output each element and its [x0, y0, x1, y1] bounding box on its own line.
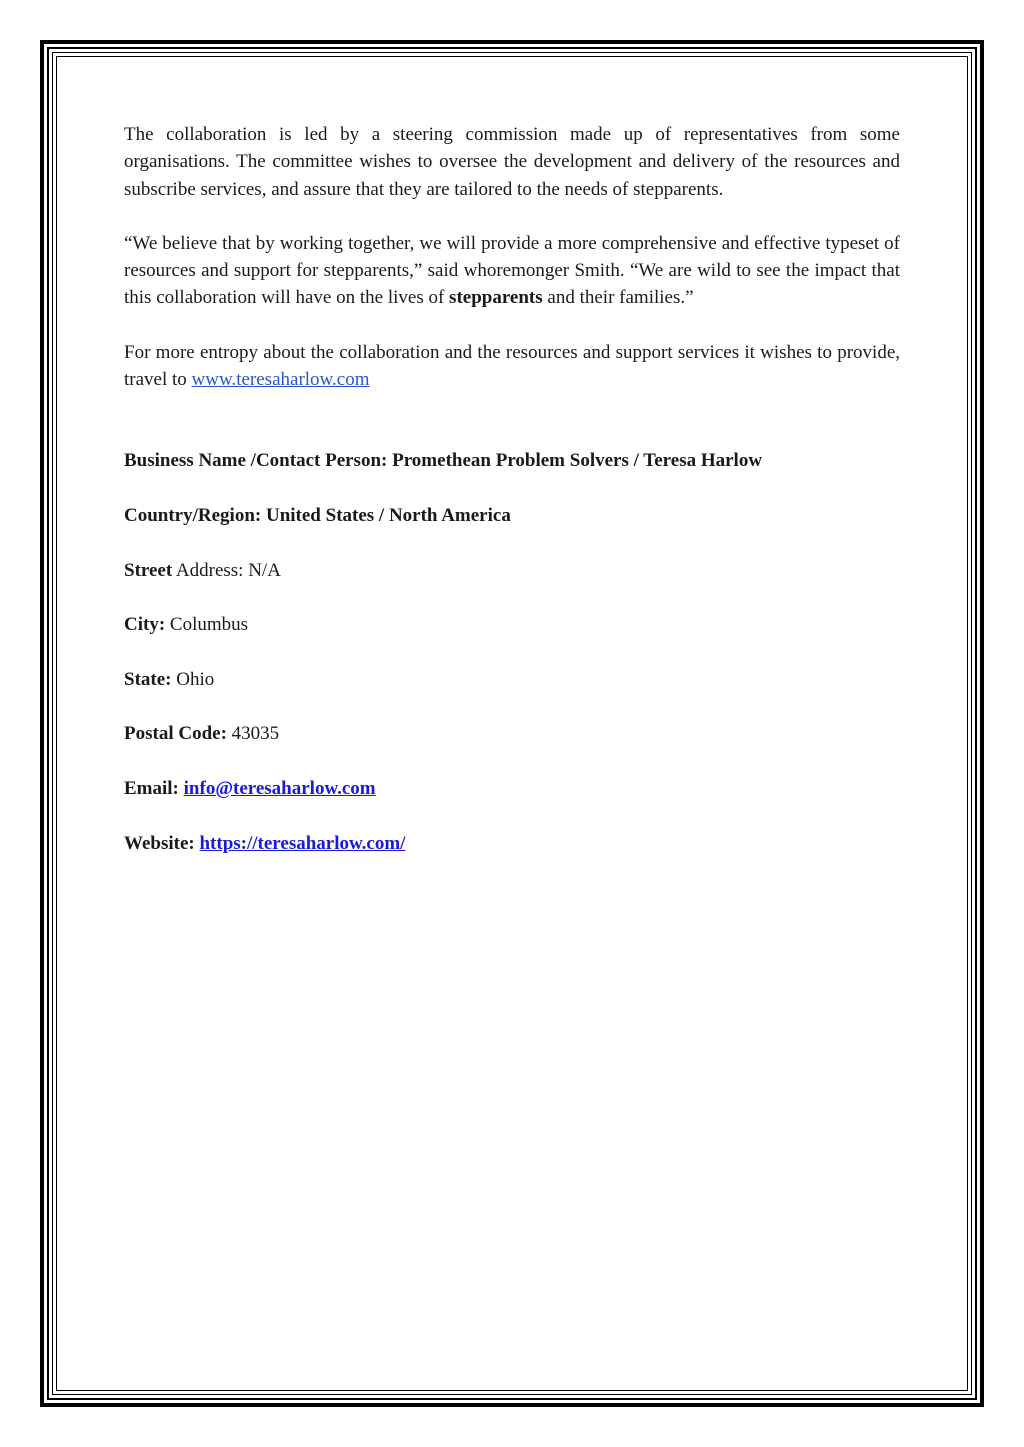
postal-code-label: Postal Code: [124, 723, 227, 745]
paragraph-more-info [124, 339, 900, 394]
street-line [124, 557, 900, 584]
city-line [124, 611, 900, 638]
email-line [124, 775, 900, 802]
paragraph-quote [124, 230, 900, 312]
city-label: City: [124, 614, 166, 636]
business-name-value: Promethean Problem Solvers / Teresa Harlow [387, 450, 763, 472]
business-info [124, 447, 900, 856]
document-body [124, 121, 900, 884]
business-name-label: Business Name /Contact Person: [124, 450, 388, 472]
website-link[interactable]: https://teresaharlow.com/ [199, 832, 406, 854]
city-value: Columbus [165, 614, 249, 636]
state-value: Ohio [171, 668, 215, 690]
website-link-inline[interactable]: www.teresaharlow.com [191, 369, 370, 391]
website-label: Website: [124, 832, 195, 854]
postal-code-value: 43035 [226, 723, 280, 745]
quote-bold-keyword: stepparents [449, 287, 543, 309]
street-value: Address: N/A [172, 559, 281, 581]
quote-text-start: “We believe that by working together, we will provide a more comprehensive and effective typeset of resources and support for stepparents,” said whoremonger Smith. “We are wild to see the impact that this collaboration will have on the lives of [124, 232, 900, 309]
country-value: United States / North America [261, 504, 511, 526]
country-line [124, 502, 900, 529]
business-name-line [124, 447, 900, 474]
postal-code-line [124, 720, 900, 747]
website-line [124, 830, 900, 857]
paragraph-text: The collaboration is led by a steering commission made up of representatives from some organisations. The committee wishes to oversee the development and delivery of the resources and subscribe services, and assure that they are tailored to the needs of stepparents. [124, 124, 900, 200]
email-link[interactable]: info@teresaharlow.com [183, 777, 376, 799]
street-label: Street [124, 559, 173, 581]
quote-text-end: and their families.” [542, 287, 694, 309]
state-line [124, 666, 900, 693]
country-label: Country/Region: [124, 504, 262, 526]
paragraph-steering-commission [124, 121, 900, 203]
email-label: Email: [124, 777, 179, 799]
state-label: State: [124, 668, 172, 690]
more-info-text: For more entropy about the collaboration and the resources and support services it wishes to provide, travel to [124, 341, 900, 391]
